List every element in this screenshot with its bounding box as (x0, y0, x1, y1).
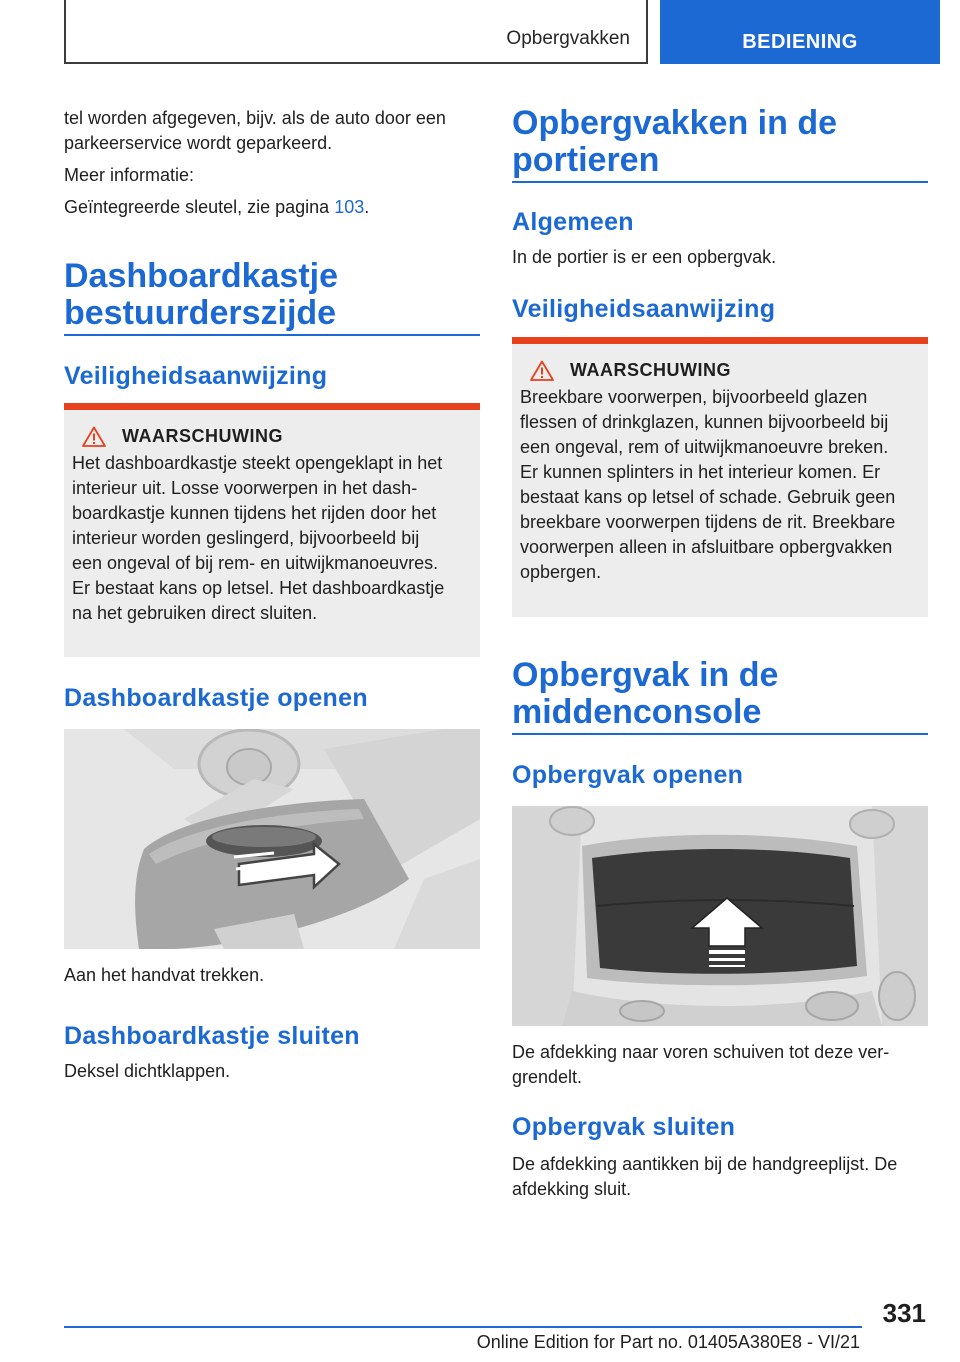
warning-line: een ongeval of bij rem- en uitwijkmanoeuvres. (72, 553, 439, 573)
warning-line: Er bestaat kans op letsel. Het dashboardkastje (72, 578, 445, 598)
text-line: afdekking sluit. (512, 1179, 632, 1199)
warning-triangle-icon (82, 426, 106, 447)
warning-line: een ongeval, rem of uitwijkmanoeuvre breken. (520, 437, 889, 457)
subheading-close-glovebox: Dashboardkastje sluiten (64, 1022, 360, 1050)
intro-line: parkeerservice wordt geparkeerd. (64, 133, 333, 153)
warning-line: Het dashboardkastje steekt opengeklapt in het (72, 453, 443, 473)
warning-line: bestaat kans op letsel of schade. Gebruik geen (520, 487, 896, 507)
ref-end: . (364, 197, 370, 217)
text-general: In de portier is er een opbergvak. (512, 247, 777, 267)
heading-line: Opbergvak in de (512, 656, 779, 694)
heading-line: portieren (512, 141, 660, 179)
glovebox-drawing (64, 729, 480, 949)
edition-note: Online Edition for Part no. 01405A380E8 - VI/21 (476, 1332, 860, 1352)
subheading-general: Algemeen (512, 208, 634, 236)
warning-box-right (512, 337, 928, 617)
heading-line: Opbergvakken in de (512, 104, 837, 142)
heading-line: Dashboardkastje (64, 257, 338, 295)
warning-line: opbergen. (520, 562, 602, 582)
caption-open-glovebox: Aan het handvat trekken. (64, 965, 265, 985)
page-link[interactable]: 103 (334, 197, 365, 217)
page-number: 331 (882, 1298, 926, 1328)
subheading-safety-right: Veiligheidsaanwijzing (512, 295, 776, 323)
more-info-label: Meer informatie: (64, 165, 195, 185)
subheading-safety-left: Veiligheidsaanwijzing (64, 362, 328, 390)
warning-box-left (64, 403, 480, 657)
heading-rule (512, 733, 928, 735)
heading-rule (64, 334, 480, 336)
caption-line: De afdekking naar voren schuiven tot deze ver- (512, 1042, 890, 1062)
warning-line: interieur worden geslingerd, bijvoorbeeld bij (72, 528, 420, 548)
section-heading-doors (512, 105, 928, 179)
footer-rule (64, 1326, 862, 1328)
warning-title-text: WAARSCHUWING (122, 426, 283, 446)
intro-text (64, 106, 480, 156)
heading-rule (512, 181, 928, 183)
subheading-close-console: Opbergvak sluiten (512, 1113, 736, 1141)
console-illustration (512, 806, 928, 1026)
warning-title (520, 360, 920, 381)
intro-line: tel worden afgegeven, bijv. als de auto door een (64, 108, 446, 128)
chapter-tab[interactable]: BEDIENING (660, 0, 940, 64)
warning-line: voorwerpen alleen in afsluitbare opbergvakken (520, 537, 893, 557)
ref-text: Geïntegreerde sleutel, zie pagina (64, 197, 335, 217)
text-close-console (512, 1152, 928, 1202)
warning-line: interieur uit. Losse voorwerpen in het dash- (72, 478, 418, 498)
warning-triangle-icon (530, 360, 554, 381)
console-drawing (512, 806, 928, 1026)
header-section-title: Opbergvakken (506, 28, 630, 49)
warning-line: Breekbare voorwerpen, bijvoorbeeld glazen (520, 387, 868, 407)
subheading-open-console: Opbergvak openen (512, 761, 744, 789)
warning-line: flessen of drinkglazen, kunnen bijvoorbeeld bij (520, 412, 889, 432)
warning-line: Er kunnen splinters in het interieur komen. Er (520, 462, 881, 482)
heading-line: bestuurderszijde (64, 294, 337, 332)
warning-title (72, 426, 472, 447)
glovebox-illustration (64, 729, 480, 949)
cross-reference (64, 195, 480, 220)
warning-line: boardkastje kunnen tijdens het rijden door het (72, 503, 437, 523)
warning-line: breekbare voorwerpen tijdens de rit. Breekbare (520, 512, 896, 532)
heading-line: middenconsole (512, 693, 762, 731)
section-heading-console (512, 657, 928, 731)
section-heading-dashboard (64, 258, 480, 332)
text-line: De afdekking aantikken bij de handgreeplijst. De (512, 1154, 898, 1174)
warning-title-text: WAARSCHUWING (570, 360, 731, 380)
subheading-open-glovebox: Dashboardkastje openen (64, 684, 368, 712)
text-close-glovebox: Deksel dichtklappen. (64, 1061, 231, 1081)
warning-line: na het gebruiken direct sluiten. (72, 603, 318, 623)
caption-line: grendelt. (512, 1067, 583, 1087)
caption-open-console (512, 1040, 928, 1090)
